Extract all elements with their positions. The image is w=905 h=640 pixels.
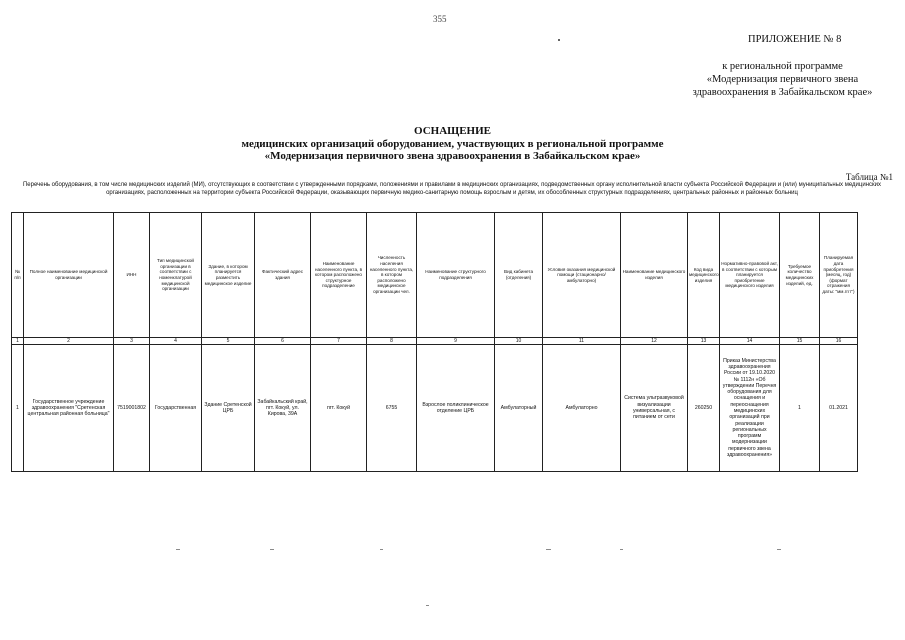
column-number: 15 (780, 338, 820, 345)
settlement-cell: пгт. Кокуй (311, 345, 367, 472)
column-number: 16 (820, 338, 858, 345)
column-number: 3 (114, 338, 150, 345)
table-caption: Таблица №1 (845, 172, 893, 182)
legal-act-cell: Приказ Министерства здравоохранения России от 19.10.2020 № 1112н «Об утверждении Перечня оборудования для оснащения и переоснащения медицинских организаций при реализации региональных программ модернизации первичного звена здравоохранения» (720, 345, 780, 472)
scan-mark (620, 549, 623, 550)
column-number: 2 (24, 338, 114, 345)
cabinet-type-cell: Амбулаторный (495, 345, 543, 472)
header-cell: Вид кабинета (отделения) (495, 213, 543, 338)
inn-cell: 7519001802 (114, 345, 150, 472)
column-number: 1 (12, 338, 24, 345)
column-number-row (12, 338, 858, 345)
header-cell: Тип медицинской организации в соответствии с номенклатурой медицинской организации (150, 213, 202, 338)
device-code-cell: 260250 (688, 345, 720, 472)
device-cell: Система ультразвуковой визуализации универсальная, с питанием от сети (621, 345, 688, 472)
scan-mark (270, 549, 274, 550)
scan-mark (176, 549, 180, 550)
scan-dot (558, 39, 560, 41)
header-cell: Фактический адрес здания (255, 213, 311, 338)
appendix-title: ПРИЛОЖЕНИЕ № 8 (748, 34, 842, 45)
header-cell: Здание, в котором планируется разместить медицинское изделие (202, 213, 255, 338)
appendix-subtitle: к региональной программе «Модернизация первичного звена здравоохранения в Забайкальском крае» (692, 61, 873, 98)
scan-mark (380, 549, 383, 550)
table-row (12, 345, 858, 472)
column-number: 5 (202, 338, 255, 345)
column-number: 12 (621, 338, 688, 345)
column-number: 13 (688, 338, 720, 345)
division-cell: Взрослое поликлиническое отделение ЦРБ (417, 345, 495, 472)
title-line-3: «Модернизация первичного звена здравоохранения в Забайкальском крае» (264, 150, 641, 162)
header-cell: Наименование структурного подразделения (417, 213, 495, 338)
org-type-cell: Государственная (150, 345, 202, 472)
org-name-cell: Государственное учреждение здравоохранения "Сретенская центральная районная больница" (24, 345, 114, 472)
column-number: 11 (543, 338, 621, 345)
header-cell: Условия оказания медицинской помощи (стационарно/амбулаторно) (543, 213, 621, 338)
column-number: 9 (417, 338, 495, 345)
column-number: 6 (255, 338, 311, 345)
header-row (12, 213, 858, 338)
scan-mark (546, 549, 551, 550)
header-cell: № п/п (12, 213, 24, 338)
title-line-2: медицинских организаций оборудованием, участвующих в региональной программе (241, 137, 664, 150)
document-title (0, 125, 905, 163)
column-number: 14 (720, 338, 780, 345)
header-cell: Полное наименование медицинской организации (24, 213, 114, 338)
column-number: 4 (150, 338, 202, 345)
header-cell: Наименование населенного пункта, в котором расположено структурное подразделение (311, 213, 367, 338)
row-number: 1 (12, 345, 24, 472)
date-cell: 01.2021 (820, 345, 858, 472)
column-number: 8 (367, 338, 417, 345)
intro-paragraph: Перечень оборудования, в том числе медицинских изделий (МИ), отсутствующих в соответствии с утвержденными порядками, положениями и правилами в медицинских организациях, подведомственных органу исполнительной власти субъекта Российской Федерации и (или) муниципальных медицинских организациях, расположенных на территории субъекта Российской Федерации, оказывающих первичную медико-санитарную помощь взрослым и детям, их обособленных структурных подразделениях, центральных районных и районных больниц (22, 182, 881, 197)
equipment-table (11, 212, 858, 472)
column-number: 7 (311, 338, 367, 345)
header-cell: Планируемая дата приобретения (месяц, год) (формат отражения даты: "мм.гггг") (820, 213, 858, 338)
population-cell: 6755 (367, 345, 417, 472)
title-line-1: ОСНАЩЕНИЕ (414, 125, 491, 137)
page-number: 355 (433, 14, 447, 24)
building-cell: Здание Сретенской ЦРБ (202, 345, 255, 472)
header-cell: Наименование медицинского изделия (621, 213, 688, 338)
address-cell: Забайкальский край, пгт. Кокуй, ул. Кирова, 39А (255, 345, 311, 472)
scan-mark (426, 605, 429, 606)
header-cell: Требуемое количество медицинских изделий, ед. (780, 213, 820, 338)
header-cell: Код вида медицинского изделия (688, 213, 720, 338)
column-number: 10 (495, 338, 543, 345)
scan-mark (777, 549, 781, 550)
quantity-cell: 1 (780, 345, 820, 472)
conditions-cell: Амбулаторно (543, 345, 621, 472)
header-cell: Нормативно-правовой акт, в соответствии с которым планируется приобретение медицинского изделия (720, 213, 780, 338)
header-cell: ИНН (114, 213, 150, 338)
header-cell: Численность населения населенного пункта, в котором расположено медицинское организации чел. (367, 213, 417, 338)
